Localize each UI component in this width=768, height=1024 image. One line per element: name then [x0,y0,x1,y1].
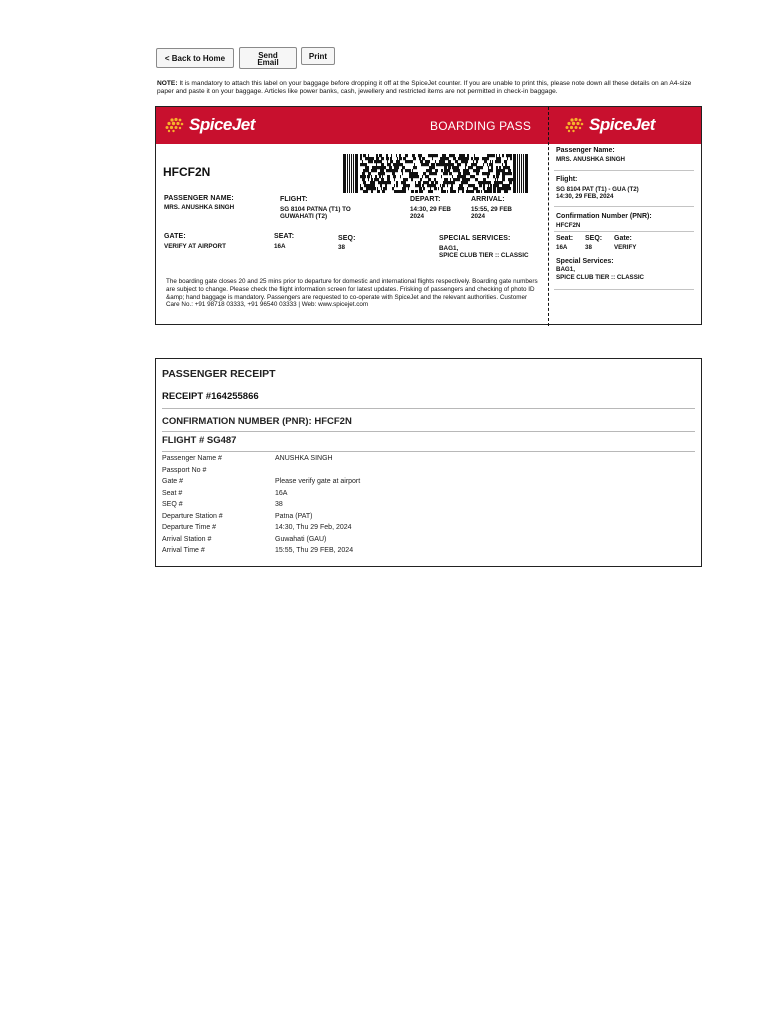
stub-seat-value: 16A [556,244,568,251]
receipt-row-value: ANUSHKA SINGH [275,455,333,462]
receipt-pnr: CONFIRMATION NUMBER (PNR): HFCF2N [162,416,352,427]
arrival-value-2: 2024 [471,213,486,220]
seq-label: SEQ: [338,235,356,242]
stub-pnr-value: HFCF2N [556,222,581,229]
gate-label: GATE: [164,233,186,240]
spicejet-sun-icon [564,117,586,133]
receipt-title: PASSENGER RECEIPT [162,368,276,380]
stub-flight-value-1: SG 8104 PAT (T1) - GUA (T2) [556,186,639,193]
receipt-row-value: Guwahati (GAU) [275,535,327,543]
arrival-label: ARRIVAL: [471,196,505,203]
pnr-code: HFCF2N [163,165,211,179]
receipt-row-key: SEQ # [162,501,183,508]
stub-pnr-label: Confirmation Number (PNR): [556,213,652,220]
passenger-receipt [155,358,702,567]
depart-value-1: 14:30, 29 FEB [410,206,451,213]
pdf417-barcode [343,154,529,193]
receipt-divider [162,408,695,409]
special-services-value-1: BAG1, [439,245,459,252]
tear-line [548,107,549,326]
receipt-divider [162,451,695,452]
spicejet-sun-icon [164,117,186,133]
logo-text: SpiceJet [589,115,655,134]
boarding-pass-title: BOARDING PASS [430,119,532,133]
seat-label: SEAT: [274,233,295,240]
receipt-row-key: Seat # [162,489,183,497]
receipt-row-value: 15:55, Thu 29 FEB, 2024 [275,547,354,554]
boarding-pass [155,106,702,325]
flight-label: FLIGHT: [280,196,308,203]
depart-label: DEPART: [410,196,441,203]
receipt-row-key: Departure Time # [162,524,217,531]
receipt-number: RECEIPT #164255866 [162,391,259,402]
stub-special-value-1: BAG1, [556,266,575,273]
stub-special-label: Special Services: [556,258,614,265]
spicejet-logo-stub [564,114,655,136]
flight-value-2: GUWAHATI (T2) [280,213,328,220]
receipt-row [162,490,662,501]
passenger-name-value: MRS. ANUSHKA SINGH [164,204,235,211]
stub-flight-value-2: 14:30, 29 FEB, 2024 [556,193,614,200]
stub-passenger-value: MRS. ANUSHKA SINGH [556,156,625,163]
receipt-row-key: Departure Station # [162,512,223,520]
seq-value: 38 [338,244,346,251]
receipt-row [162,478,662,489]
send-email-label-1: Send [258,51,278,60]
receipt-row [162,467,662,478]
special-services-label: SPECIAL SERVICES: [439,235,511,242]
receipt-divider [162,431,695,432]
receipt-row-key: Arrival Station # [162,535,212,543]
boarding-terms: The boarding gate closes 20 and 25 mins prior to departure for domestic and international flights respectively. Boarding gate numbers are subject to change. Please check the flight information screen for latest updates. Frisking of passengers and checking of photo ID &amp; hand baggage is mandatory. Passengers are requested to co-operate with SpiceJet and the relevant authorities. Customer Care No.: +91 98718 03333, +91 96540 03333 | Web: www.spicejet.com [166,278,538,309]
receipt-row [162,547,662,558]
receipt-row-key: Gate # [162,478,184,485]
gate-value: VERIFY AT AIRPORT [164,243,226,250]
receipt-row [162,501,662,512]
receipt-row-key: Arrival Time # [162,547,205,554]
receipt-row-value: 38 [275,501,283,508]
boarding-pass-header [156,107,701,144]
stub-flight-label: Flight: [556,176,578,183]
logo-text: SpiceJet [189,115,255,134]
stub-seat-label: Seat: [556,235,574,242]
seat-value: 16A [274,243,286,250]
note-text: It is mandatory to attach this label on your baggage before dropping it off at the SpiceJet counter. If you are unable to print this, please note down all these details on an A4-size paper and paste it on your baggage. Articles like power banks, cash, jewellery and restricted items are not permitted in check-in baggage. [157,80,692,96]
spicejet-logo [164,114,255,136]
stub-gate-label: Gate: [614,235,632,242]
arrival-value-1: 15:55, 29 FEB [471,206,512,213]
receipt-row [162,536,662,547]
receipt-row [162,455,662,466]
receipt-row-value: 16A [275,489,288,497]
stub-passenger-label: Passenger Name: [556,147,615,154]
receipt-row-value: 14:30, Thu 29 Feb, 2024 [275,524,352,531]
stub-gate-value: VERIFY [614,244,637,251]
back-to-home-button[interactable]: < Back to Home [156,48,234,68]
baggage-note [157,80,702,96]
receipt-row-value: Please verify gate at airport [275,478,361,485]
send-email-button[interactable] [239,47,297,69]
special-services-value-2: SPICE CLUB TIER :: CLASSIC [439,252,529,259]
stub-divider [554,206,694,207]
receipt-flight: FLIGHT # SG487 [162,435,237,446]
receipt-row [162,513,662,524]
stub-seq-label: SEQ: [585,235,603,242]
depart-value-2: 2024 [410,213,425,220]
flight-value-1: SG 8104 PATNA (T1) TO [280,206,351,213]
stub-divider [554,289,694,290]
stub-seq-value: 38 [585,244,592,251]
note-prefix: NOTE: [157,80,178,87]
receipt-row-value: Patna (PAT) [275,512,313,520]
receipt-row-key: Passenger Name # [162,455,222,462]
passenger-name-label: PASSENGER NAME: [164,195,234,202]
receipt-row-key: Passport No # [162,466,207,474]
print-button[interactable]: Print [301,47,335,65]
send-email-label-2: Email [257,58,279,67]
stub-divider [554,170,694,171]
stub-divider [554,231,694,232]
receipt-row [162,524,662,535]
stub-special-value-2: SPICE CLUB TIER :: CLASSIC [556,274,645,281]
